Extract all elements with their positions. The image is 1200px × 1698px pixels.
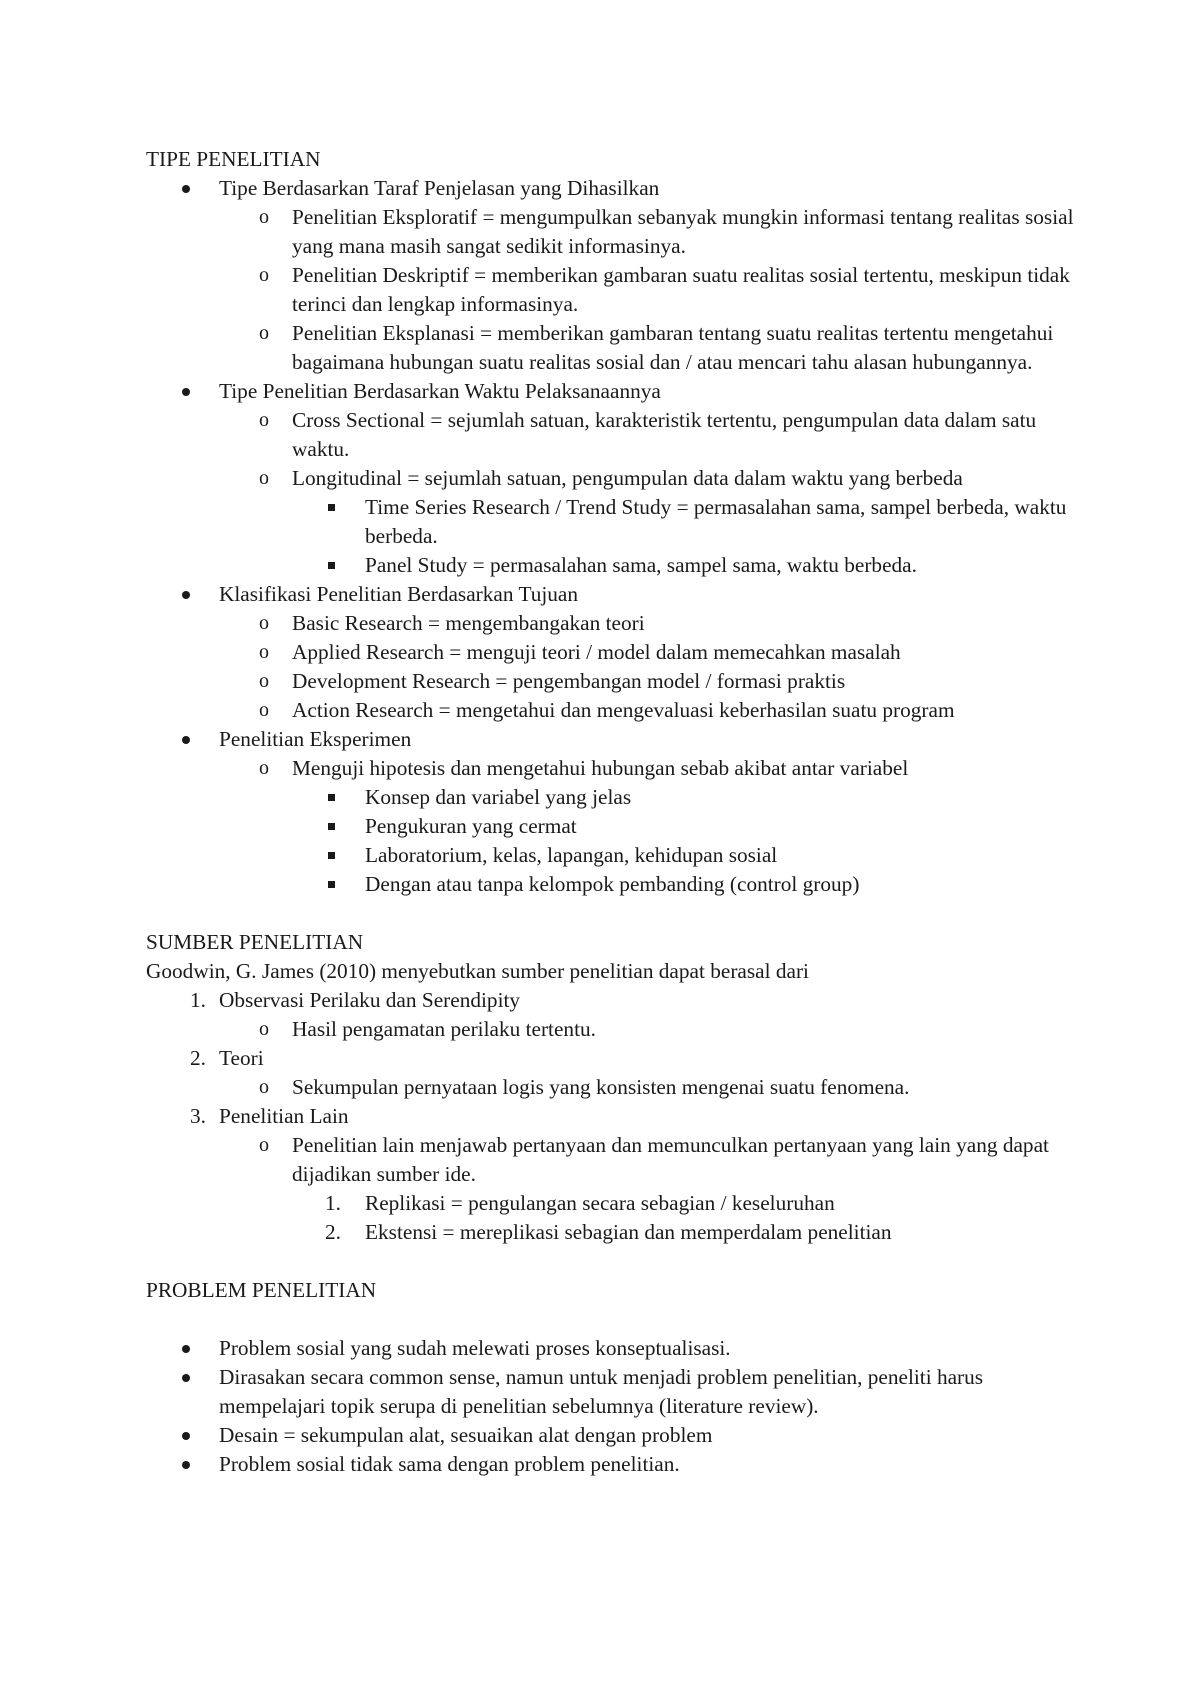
list-item xyxy=(146,1073,1086,1102)
section-heading-tipe: TIPE PENELITIAN xyxy=(146,147,321,171)
list-number: 1. xyxy=(190,988,206,1012)
list-item-text: Dengan atau tanpa kelompok pembanding (control group) xyxy=(365,872,860,896)
list-item xyxy=(146,812,1086,841)
bullet-circle-icon: o xyxy=(259,670,269,692)
list-item xyxy=(146,986,1086,1015)
list-item-text: Replikasi = pengulangan secara sebagian / keseluruhan xyxy=(365,1191,835,1215)
section-heading-sumber: SUMBER PENELITIAN xyxy=(146,930,364,954)
list-item-text: Penelitian Eksperimen xyxy=(219,727,412,751)
list-item xyxy=(146,1044,1086,1073)
list-item-text: Applied Research = menguji teori / model dalam memecahkan masalah xyxy=(292,640,901,664)
bullet-circle-icon: o xyxy=(259,322,269,344)
list-item xyxy=(146,1015,1086,1044)
list-item-text: Basic Research = mengembangakan teori xyxy=(292,611,645,635)
list-item-text: Action Research = mengetahui dan mengevaluasi keberhasilan suatu program xyxy=(292,698,955,722)
list-item-text: Konsep dan variabel yang jelas xyxy=(365,785,632,809)
list-item-text: Development Research = pengembangan model / formasi praktis xyxy=(292,669,846,693)
list-item-text: Cross Sectional = sejumlah satuan, karakteristik tertentu, pengumpulan data dalam satu waktu. xyxy=(292,408,1037,461)
problem-list xyxy=(146,1334,1086,1479)
list-item xyxy=(146,725,1086,754)
list-item xyxy=(146,464,1086,493)
bullet-circle-icon: o xyxy=(259,1018,269,1040)
list-item-text: Penelitian Deskriptif = memberikan gambaran suatu realitas sosial tertentu, meskipun tidak terinci dan lengkap informasinya. xyxy=(292,263,1070,316)
list-item-text: Tipe Penelitian Berdasarkan Waktu Pelaksanaannya xyxy=(219,379,661,403)
list-item-text: Penelitian Eksploratif = mengumpulkan sebanyak mungkin informasi tentang realitas sosial yang mana masih sangat sedikit informasinya. xyxy=(292,205,1074,258)
list-item xyxy=(146,551,1086,580)
list-item xyxy=(146,870,1086,899)
spacer xyxy=(146,1247,1086,1276)
bullet-circle-icon: o xyxy=(259,612,269,634)
list-item xyxy=(146,1102,1086,1131)
bullet-circle-icon: o xyxy=(259,641,269,663)
bullet-circle-icon: o xyxy=(259,467,269,489)
sumber-list xyxy=(146,986,1086,1247)
list-item-text: Penelitian lain menjawab pertanyaan dan memunculkan pertanyaan yang lain yang dapat dijadikan sumber ide. xyxy=(292,1133,1049,1186)
list-item-text: Teori xyxy=(219,1046,264,1070)
bullet-circle-icon: o xyxy=(259,1134,269,1156)
list-item xyxy=(146,377,1086,406)
spacer xyxy=(146,899,1086,928)
bullet-circle-icon: o xyxy=(259,264,269,286)
list-item xyxy=(146,174,1086,203)
sumber-intro: Goodwin, G. James (2010) menyebutkan sumber penelitian dapat berasal dari xyxy=(146,959,809,983)
document-page xyxy=(146,145,1086,1479)
list-item xyxy=(146,261,1086,319)
list-item xyxy=(146,1421,1086,1450)
list-item xyxy=(146,1218,1086,1247)
list-item-text: Laboratorium, kelas, lapangan, kehidupan sosial xyxy=(365,843,778,867)
list-item xyxy=(146,580,1086,609)
bullet-circle-icon: o xyxy=(259,699,269,721)
list-item-text: Tipe Berdasarkan Taraf Penjelasan yang Dihasilkan xyxy=(219,176,660,200)
list-item xyxy=(146,667,1086,696)
list-number: 1. xyxy=(325,1191,341,1215)
list-item xyxy=(146,493,1086,551)
list-item xyxy=(146,638,1086,667)
list-number: 3. xyxy=(190,1104,206,1128)
list-item-text: Penelitian Lain xyxy=(219,1104,349,1128)
list-item xyxy=(146,319,1086,377)
list-item xyxy=(146,609,1086,638)
list-item-text: Longitudinal = sejumlah satuan, pengumpulan data dalam waktu yang berbeda xyxy=(292,466,963,490)
list-item-text: Time Series Research / Trend Study = permasalahan sama, sampel berbeda, waktu berbeda. xyxy=(365,495,1067,548)
spacer xyxy=(146,1305,1086,1334)
bullet-circle-icon: o xyxy=(259,409,269,431)
list-item-text: Panel Study = permasalahan sama, sampel sama, waktu berbeda. xyxy=(365,553,917,577)
list-number: 2. xyxy=(325,1220,341,1244)
list-item-text: Problem sosial tidak sama dengan problem penelitian. xyxy=(219,1452,680,1476)
list-item xyxy=(146,696,1086,725)
list-item-text: Dirasakan secara common sense, namun untuk menjadi problem penelitian, peneliti harus mempelajari topik serupa di penelitian sebelumnya (literature review). xyxy=(219,1365,984,1418)
list-item xyxy=(146,406,1086,464)
list-item-text: Ekstensi = mereplikasi sebagian dan memperdalam penelitian xyxy=(365,1220,892,1244)
list-item xyxy=(146,1450,1086,1479)
list-item xyxy=(146,783,1086,812)
list-item-text: Menguji hipotesis dan mengetahui hubungan sebab akibat antar variabel xyxy=(292,756,909,780)
section-heading-problem: PROBLEM PENELITIAN xyxy=(146,1278,377,1302)
list-item xyxy=(146,1131,1086,1189)
bullet-circle-icon: o xyxy=(259,1076,269,1098)
tipe-list xyxy=(146,174,1086,899)
list-item-text: Problem sosial yang sudah melewati proses konseptualisasi. xyxy=(219,1336,731,1360)
list-number: 2. xyxy=(190,1046,206,1070)
list-item xyxy=(146,754,1086,783)
list-item-text: Klasifikasi Penelitian Berdasarkan Tujuan xyxy=(219,582,579,606)
bullet-circle-icon: o xyxy=(259,757,269,779)
list-item-text: Sekumpulan pernyataan logis yang konsisten mengenai suatu fenomena. xyxy=(292,1075,910,1099)
bullet-circle-icon: o xyxy=(259,206,269,228)
list-item-text: Pengukuran yang cermat xyxy=(365,814,577,838)
list-item-text: Penelitian Eksplanasi = memberikan gambaran tentang suatu realitas tertentu mengetahui bagaimana hubungan suatu realitas sosial dan / atau mencari tahu alasan hubungannya. xyxy=(292,321,1054,374)
list-item xyxy=(146,1334,1086,1363)
list-item-text: Observasi Perilaku dan Serendipity xyxy=(219,988,521,1012)
list-item xyxy=(146,841,1086,870)
list-item xyxy=(146,203,1086,261)
list-item-text: Desain = sekumpulan alat, sesuaikan alat dengan problem xyxy=(219,1423,713,1447)
list-item xyxy=(146,1189,1086,1218)
list-item-text: Hasil pengamatan perilaku tertentu. xyxy=(292,1017,596,1041)
list-item xyxy=(146,1363,1086,1421)
